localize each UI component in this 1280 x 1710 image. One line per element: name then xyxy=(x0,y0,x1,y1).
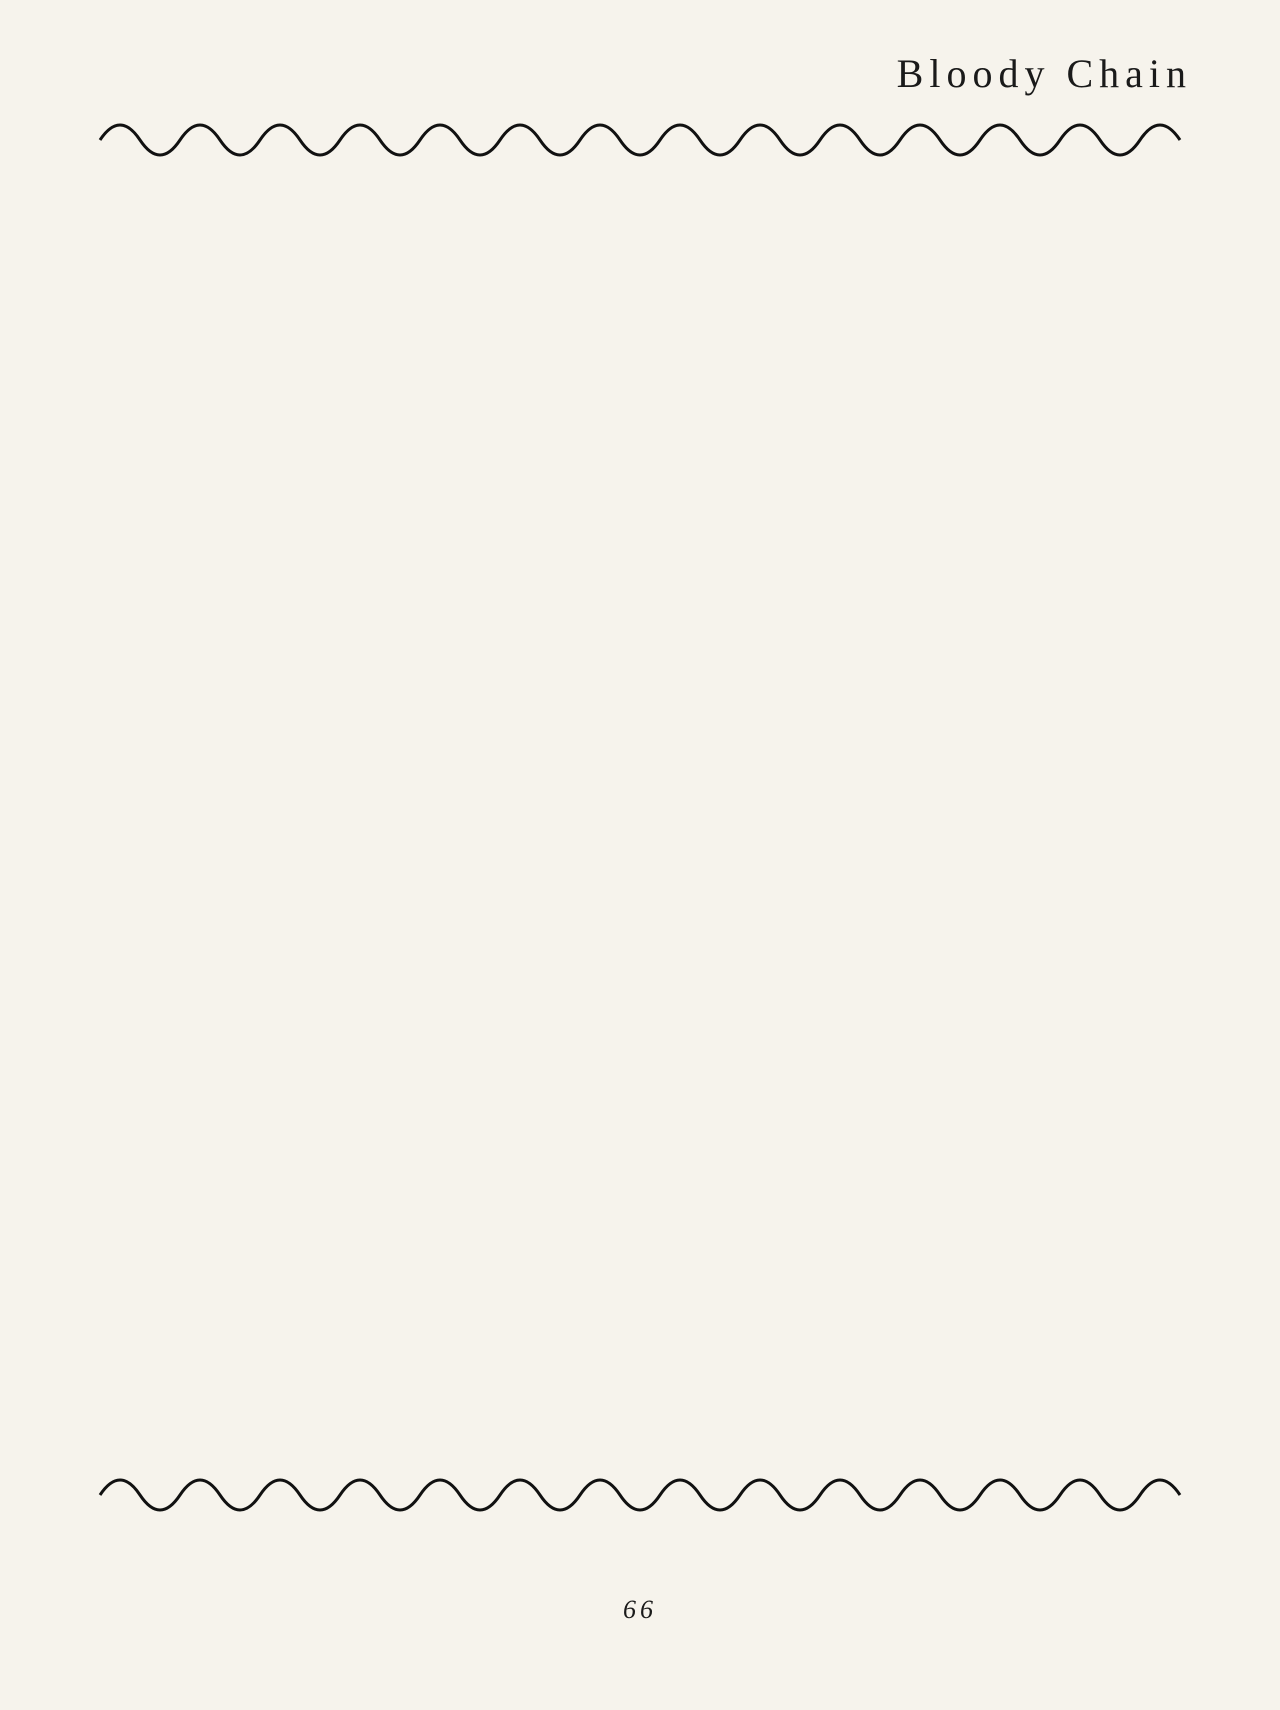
page-title: Bloody Chain xyxy=(896,51,1192,96)
body-text-upper xyxy=(115,190,1165,830)
body-text-lower xyxy=(115,870,1165,1430)
decorative-border-bottom xyxy=(90,1455,1190,1535)
page-number: 66 xyxy=(623,1595,657,1624)
decorative-border-top xyxy=(90,100,1190,180)
